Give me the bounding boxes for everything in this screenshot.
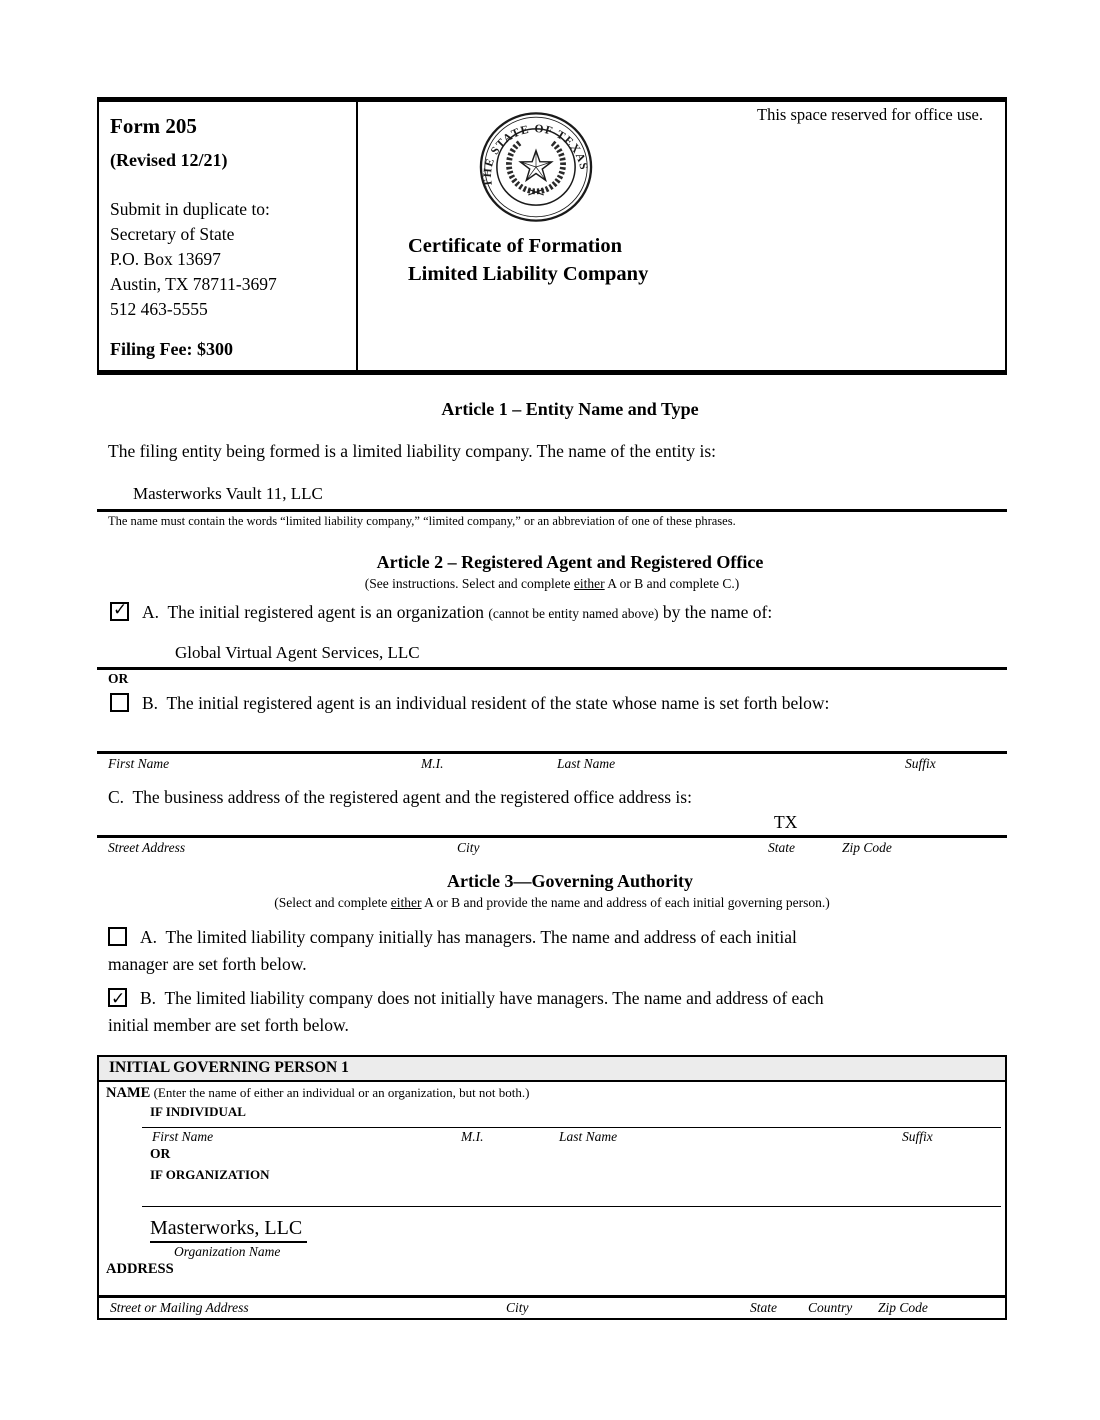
mi-label: M.I. — [421, 756, 444, 771]
zip-code-label: Zip Code — [842, 840, 892, 855]
organization-name-field[interactable] — [142, 1206, 1001, 1207]
submit-line: P.O. Box 13697 — [110, 249, 221, 269]
submit-line: 512 463-5555 — [110, 299, 208, 319]
agent-state-value: TX — [774, 812, 798, 832]
texas-state-seal-icon — [478, 110, 594, 224]
individual-name-field-labels — [99, 1128, 1005, 1145]
entity-name-value: Masterworks Vault 11, LLC — [133, 484, 323, 503]
initial-governing-person-table — [97, 1055, 1007, 1320]
name-label: NAME — [106, 1085, 151, 1101]
agent-organization-name-field[interactable] — [97, 643, 1007, 670]
article2-option-a — [110, 602, 1007, 623]
street-mailing-address-label: Street or Mailing Address — [110, 1300, 249, 1315]
checkbox-has-managers[interactable] — [108, 927, 127, 946]
form-header-box — [97, 97, 1007, 375]
checkbox-agent-organization[interactable] — [110, 602, 129, 621]
agent-address-field-labels — [97, 838, 1007, 857]
state-label: State — [768, 840, 795, 855]
street-address-label: Street Address — [108, 840, 186, 855]
form-content — [97, 97, 1007, 1320]
checkbox-no-managers[interactable] — [108, 988, 127, 1007]
article2-option-b-label: B. The initial registered agent is an individual resident of the state whose name is set forth below: — [142, 693, 830, 713]
article1-heading: Article 1 – Entity Name and Type — [441, 399, 699, 419]
first-name-label: First Name — [108, 756, 170, 771]
submit-line: Submit in duplicate to: — [110, 199, 270, 219]
article3-option-a-line2: manager are set forth below. — [108, 954, 307, 974]
first-name-label: First Name — [152, 1129, 214, 1144]
entity-name-field[interactable] — [97, 484, 1007, 512]
article2-section-c: C. The business address of the registered agent and the registered office address is: — [108, 787, 692, 807]
entity-name-note: The name must contain the words “limited liability company,” “limited company,” or an abbreviation of one of these phrases. — [108, 514, 736, 528]
zip-code-label: Zip Code — [878, 1300, 928, 1315]
governing-person-or-label: OR — [150, 1146, 171, 1161]
governing-person-header: INITIAL GOVERNING PERSON 1 — [99, 1057, 1005, 1082]
if-individual-label: IF INDIVIDUAL — [150, 1104, 246, 1119]
article2-option-b — [110, 693, 1007, 714]
agent-name-field-labels — [97, 754, 1007, 773]
document-title-line2: Limited Liability Company — [408, 263, 649, 285]
submit-line: Secretary of State — [110, 224, 235, 244]
address-section-label: ADDRESS — [106, 1261, 174, 1277]
article2-heading: Article 2 – Registered Agent and Registered Office — [376, 552, 764, 572]
article3-option-b-line1: ✓ B. The limited liability company does not initially have managers. The name and address of each — [108, 985, 1007, 1012]
agent-organization-name-value: Global Virtual Agent Services, LLC — [175, 643, 420, 662]
check-mark-icon: ✓ — [111, 989, 126, 1009]
city-label: City — [506, 1300, 529, 1315]
organization-name-label: Organization Name — [174, 1244, 281, 1259]
svg-text:THE STATE OF TEXAS: THE STATE OF TEXAS — [480, 122, 591, 188]
submit-address-block — [110, 197, 344, 322]
article2-option-a-label-end: by the name of: — [658, 602, 773, 622]
filing-fee: Filing Fee: $300 — [110, 339, 233, 359]
city-label: City — [457, 840, 480, 855]
organization-name-value-wrap — [150, 1217, 1005, 1243]
article3-option-a — [108, 924, 1007, 978]
submit-line: Austin, TX 78711-3697 — [110, 274, 277, 294]
country-label: Country — [808, 1300, 853, 1315]
last-name-label: Last Name — [557, 756, 616, 771]
check-mark-icon: ✓ — [113, 600, 128, 620]
if-organization-label: IF ORGANIZATION — [150, 1167, 270, 1182]
organization-name-value: Masterworks, LLC — [150, 1217, 307, 1243]
governing-person-address-labels — [99, 1298, 1005, 1318]
article2-or-label: OR — [108, 671, 129, 686]
form-header-right — [358, 102, 1005, 370]
last-name-label: Last Name — [559, 1129, 618, 1144]
agent-address-field[interactable] — [97, 808, 1007, 838]
article3-subtitle: (Select and complete either A or B and provide the name and address of each initial governing person.) — [274, 895, 830, 910]
form-header-left — [99, 102, 358, 370]
name-note: (Enter the name of either an individual or an organization, but not both.) — [150, 1085, 530, 1100]
document-title-line1: Certificate of Formation — [408, 235, 623, 257]
suffix-label: Suffix — [905, 756, 936, 771]
state-label: State — [750, 1300, 777, 1315]
article3-heading: Article 3—Governing Authority — [447, 871, 693, 891]
form-number: Form 205 — [110, 114, 197, 138]
checkbox-agent-individual[interactable] — [110, 693, 129, 712]
article1-intro: The filing entity being formed is a limited liability company. The name of the entity is: — [108, 441, 716, 461]
article3-option-a-line1: A. The limited liability company initially has managers. The name and address of each initial — [108, 924, 1007, 951]
article2-subtitle: (See instructions. Select and complete either A or B and complete C.) — [364, 576, 740, 591]
suffix-label: Suffix — [902, 1129, 933, 1144]
article3-option-b — [108, 985, 1007, 1039]
governing-person-body — [99, 1085, 1005, 1318]
office-use-note: This space reserved for office use. — [756, 105, 983, 124]
article2-option-a-label: A. The initial registered agent is an organization — [142, 602, 489, 622]
article2-option-a-parenthetical: (cannot be entity named above) — [488, 606, 659, 621]
document-title — [408, 232, 648, 288]
mi-label: M.I. — [461, 1129, 484, 1144]
form-revision: (Revised 12/21) — [110, 150, 228, 170]
article3-option-b-line2: initial member are set forth below. — [108, 1015, 349, 1035]
governing-person-name-row — [106, 1085, 1005, 1102]
